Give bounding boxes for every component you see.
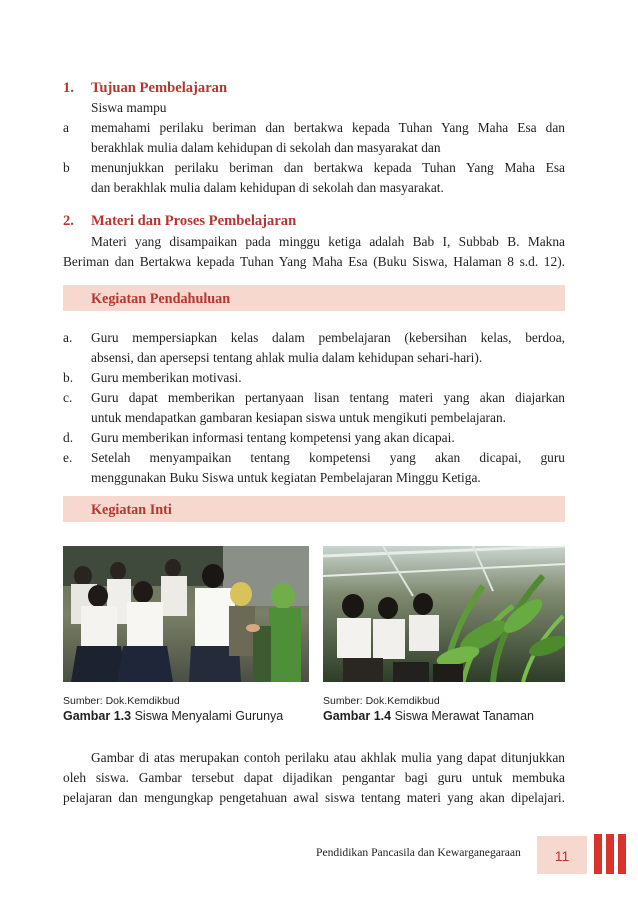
list-marker: b.: [63, 370, 74, 385]
bar-title: Kegiatan Pendahuluan: [91, 291, 231, 307]
page-number-box: [537, 836, 587, 874]
list-item-line: absensi, dan apersepsi tentang ahlak mulia dalam kehidupan sehari-hari).: [91, 350, 483, 365]
paragraph-line: Materi yang disampaikan pada minggu ketiga adalah Bab I, Subbab B. Makna: [91, 234, 565, 249]
list-item-line: Guru dapat memberikan pertanyaan lisan tentang materi yang akan diajarkan: [91, 390, 565, 405]
list-marker: c.: [63, 390, 73, 405]
page-number: 11: [554, 848, 570, 864]
paragraph-line: Gambar di atas merupakan contoh perilaku atau akhlak mulia yang dapat ditunjukkan: [91, 750, 565, 765]
list-item-line: menggunakan Buku Siswa untuk kegiatan Pembelajaran Minggu Ketiga.: [91, 470, 481, 485]
list-marker: d.: [63, 430, 74, 445]
figure-2-label: Gambar 1.4: [323, 709, 392, 723]
list-marker: e.: [63, 450, 73, 465]
list-item-line: Guru memberikan informasi tentang kompetensi yang akan dicapai.: [91, 430, 455, 445]
paragraph-line: oleh siswa. Gambar tersebut dapat dijadikan pengantar bagi guru untuk membuka: [63, 770, 565, 785]
footer-stripe: [618, 834, 626, 874]
figure-1-source: Sumber: Dok.Kemdikbud: [63, 695, 180, 707]
footer-stripe: [606, 834, 614, 874]
figure-1-caption: [63, 709, 283, 723]
list-marker: b: [63, 160, 70, 175]
list-item-line: berakhlak mulia dalam kehidupan di sekolah dan masyarakat dan: [91, 140, 441, 155]
figure-1-label: Gambar 1.3: [63, 709, 132, 723]
list-item-line: Setelah menyampaikan tentang kompetensi yang akan dicapai, guru: [91, 450, 565, 465]
figure-2-caption: [323, 709, 534, 723]
section-2-heading: [63, 211, 296, 231]
bar-title: Kegiatan Inti: [91, 502, 172, 518]
section-bar-inti: [63, 496, 565, 522]
footer-book-title: Pendidikan Pancasila dan Kewarganegaraan: [316, 846, 521, 859]
list-item-line: untuk mendapatkan gambaran kesiapan siswa untuk mengikuti pembelajaran.: [91, 410, 506, 425]
paragraph-line: Beriman dan Bertakwa kepada Tuhan Yang Maha Esa (Buku Siswa, Halaman 8 s.d. 12).: [63, 254, 565, 269]
paragraph-line: pelajaran dan mengungkap pengetahuan awal siswa tentang materi yang akan dipelajari.: [63, 790, 565, 805]
list-item-line: memahami perilaku beriman dan bertakwa kepada Tuhan Yang Maha Esa dan: [91, 120, 565, 135]
section-2-number: 2.: [63, 213, 74, 229]
section-1-number: 1.: [63, 80, 74, 96]
list-item-line: Guru mempersiapkan kelas dalam pembelajaran (kebersihan kelas, berdoa,: [91, 330, 565, 345]
list-item-line: dan berakhlak mulia dalam kehidupan di sekolah dan masyarakat.: [91, 180, 444, 195]
section-1-heading: [63, 78, 227, 98]
list-marker: a.: [63, 330, 73, 345]
footer-stripe: [594, 834, 602, 874]
figure-2-caption-text: Siswa Merawat Tanaman: [394, 709, 534, 723]
section-1-title: Tujuan Pembelajaran: [91, 80, 228, 96]
section-bar-pendahuluan: [63, 285, 565, 311]
photo-siswa-menyalami-guru: [63, 546, 309, 682]
figure-2-source: Sumber: Dok.Kemdikbud: [323, 695, 440, 707]
list-item-line: menunjukkan perilaku beriman dan bertakwa kepada Tuhan Yang Maha Esa: [91, 160, 565, 175]
figure-1-caption-text: Siswa Menyalami Gurunya: [134, 709, 284, 723]
list-item-line: Guru memberikan motivasi.: [91, 370, 242, 385]
photo-siswa-merawat-tanaman: [323, 546, 565, 682]
section-1-intro: Siswa mampu: [91, 100, 167, 115]
section-2-title: Materi dan Proses Pembelajaran: [91, 213, 297, 229]
list-marker: a: [63, 120, 69, 135]
